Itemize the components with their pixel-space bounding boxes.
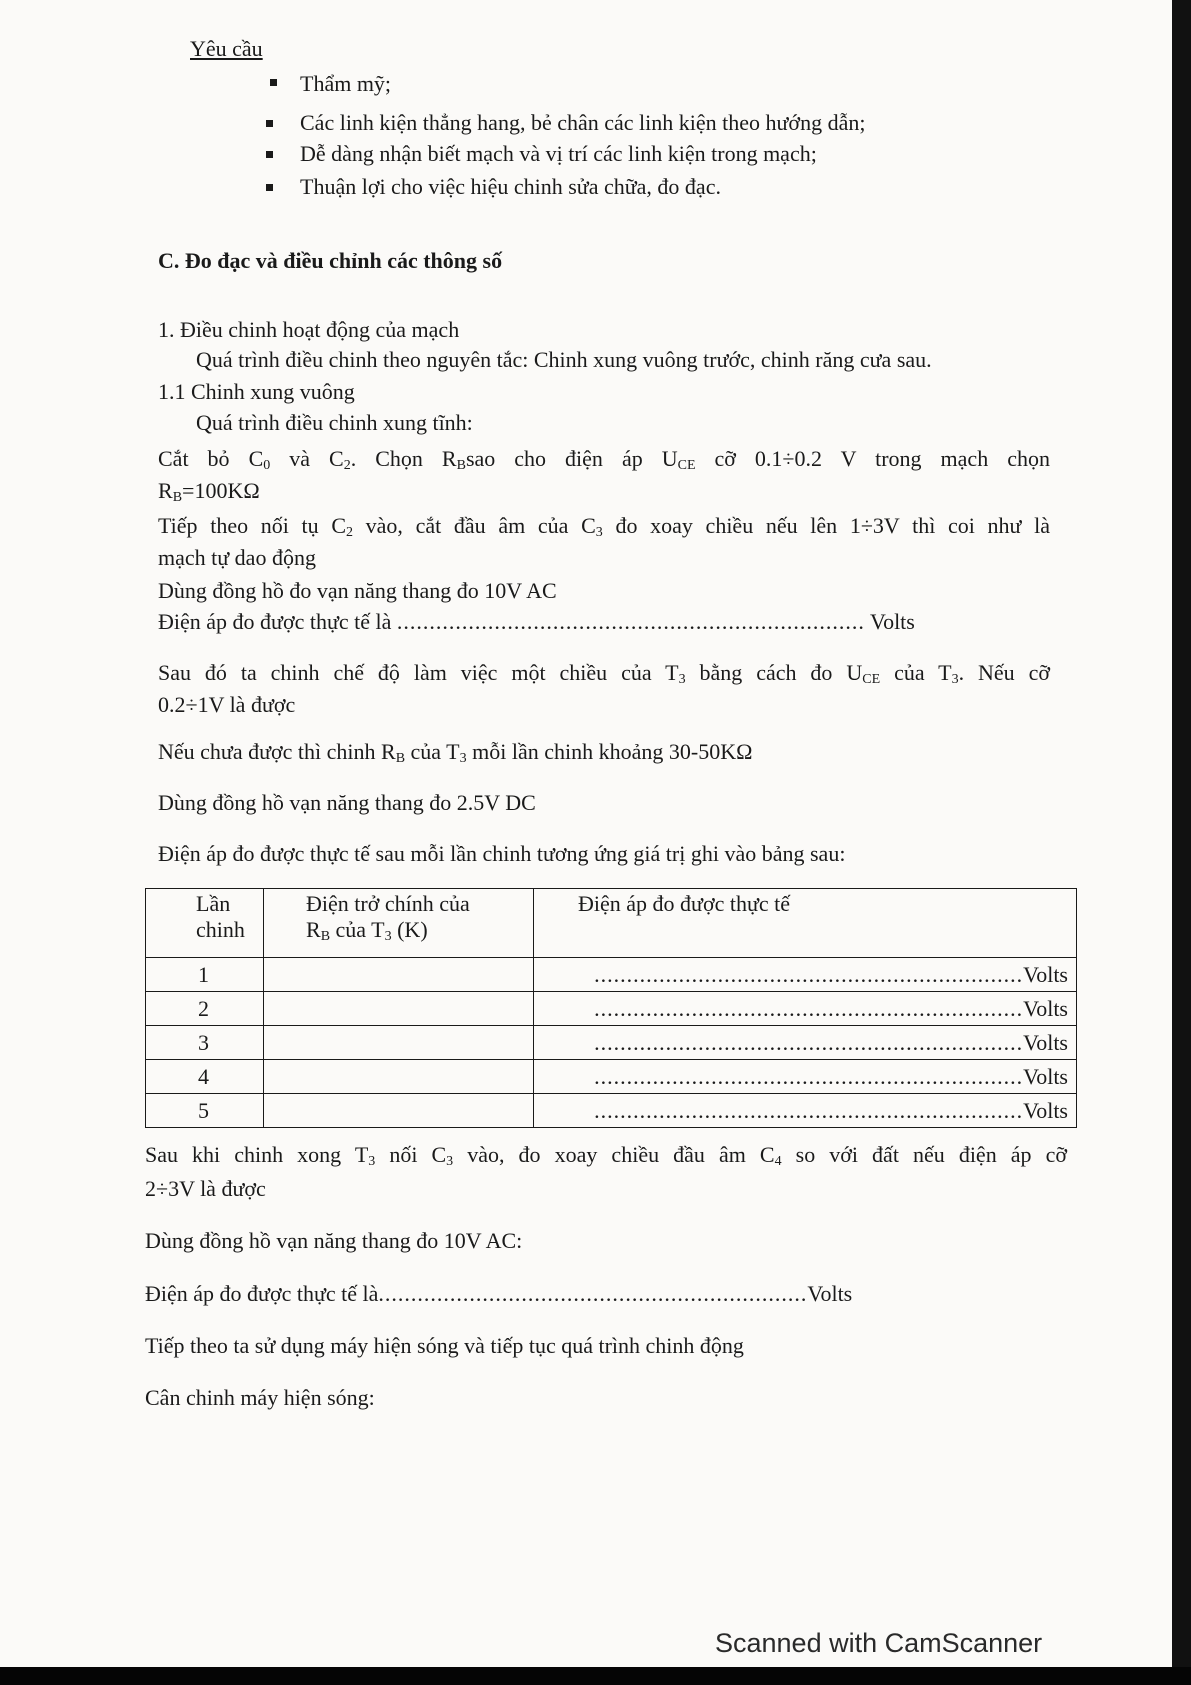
row-number: 3 [146, 1026, 264, 1060]
resistance-cell[interactable] [264, 1094, 534, 1128]
voltage-cell[interactable]: ..................................................................Volts [534, 958, 1077, 992]
bullet-square-icon [270, 79, 277, 86]
table-row [146, 958, 1077, 992]
header-resistance: Điện trở chính của $R_B$ của $T_3$ (K) [264, 889, 534, 958]
voltage-cell[interactable]: ..................................................................Volts [534, 1060, 1077, 1094]
after-range-note: 2÷3V là được [145, 1176, 266, 1201]
resistance-cell[interactable] [264, 1026, 534, 1060]
resistance-cell[interactable] [264, 958, 534, 992]
adjustment-principle: Quá trình điều chinh theo nguyên tắc: Chinh xung vuông trước, chinh răng cưa sau. [196, 347, 932, 372]
voltage-cell[interactable]: ..................................................................Volts [534, 1026, 1077, 1060]
requirement-item: Dễ dàng nhận biết mạch và vị trí các linh kiện trong mạch; [300, 141, 817, 166]
after-adjust-line: Sau khi chinh xong $T_3$ nối $C_3$ vào, đo xoay chiều đầu âm $C_4$ so với đất nếu điện áp cỡ [145, 1142, 1067, 1169]
meter-ac-instruction: Dùng đồng hồ đo vạn năng thang đo 10V AC [158, 578, 557, 603]
row-number: 1 [146, 958, 264, 992]
fill-in-blank[interactable]: .................................................................. [378, 1281, 808, 1306]
subsection-1-title: 1. Điều chinh hoạt động của mạch [158, 317, 460, 342]
measured-voltage-line: Điện áp đo được thực tế là ........................................................................ Volts [158, 609, 915, 634]
bullet-square-icon [266, 120, 273, 127]
requirement-item: Thuận lợi cho việc hiệu chinh sửa chữa, đo đạc. [300, 174, 721, 199]
voltage-cell[interactable]: ..................................................................Volts [534, 992, 1077, 1026]
rb-value: $R_B=100K\Omega$ [158, 478, 260, 505]
connect-c2-line: Tiếp theo nối tụ $C_2$ vào, cắt đầu âm của $C_3$ đo xoay chiều nếu lên 1÷3V thì coi như là [158, 513, 1050, 540]
calibrate-oscilloscope: Cân chinh máy hiện sóng: [145, 1385, 375, 1410]
dc-mode-line: Sau đó ta chinh chế độ làm việc một chiều của $T_3$ bằng cách đo $U_{CE}$ của $T_3$. Nếu cỡ [158, 660, 1050, 687]
table-row [146, 1060, 1077, 1094]
meter-dc-instruction: Dùng đồng hồ vạn năng thang đo 2.5V DC [158, 790, 536, 815]
table-header-row [146, 889, 1077, 958]
resistance-cell[interactable] [264, 1060, 534, 1094]
meter-ac2-instruction: Dùng đồng hồ vạn năng thang đo 10V AC: [145, 1228, 523, 1253]
requirement-item: Thẩm mỹ; [300, 71, 392, 96]
scan-edge-right [1172, 0, 1191, 1685]
requirements-heading: Yêu cầu [190, 36, 263, 61]
oscilloscope-note: Tiếp theo ta sử dụng máy hiện sóng và tiếp tục quá trình chinh động [145, 1333, 744, 1358]
voltage-cell[interactable]: ..................................................................Volts [534, 1094, 1077, 1128]
row-number: 5 [146, 1094, 264, 1128]
header-measured-voltage: Điện áp đo được thực tế [534, 889, 1077, 958]
bullet-square-icon [266, 151, 273, 158]
measured-voltage-line-2: Điện áp đo được thực tế là..................................................................Volts [145, 1281, 853, 1306]
row-number: 2 [146, 992, 264, 1026]
table-row [146, 992, 1077, 1026]
bullet-square-icon [266, 184, 273, 191]
subsection-1-1-title: 1.1 Chinh xung vuông [158, 379, 355, 404]
fill-in-blank[interactable]: ........................................................................ [396, 609, 865, 634]
row-number: 4 [146, 1060, 264, 1094]
camscanner-watermark: Scanned with CamScanner [715, 1628, 1043, 1658]
record-instruction: Điện áp đo được thực tế sau mỗi lần chinh tương ứng giá trị ghi vào bảng sau: [158, 841, 846, 866]
range-ok-note: 0.2÷1V là được [158, 692, 296, 717]
resistance-cell[interactable] [264, 992, 534, 1026]
scan-edge-bottom [0, 1667, 1191, 1685]
table-row [146, 1094, 1077, 1128]
static-adjust-intro: Quá trình điều chinh xung tĩnh: [196, 410, 473, 435]
measurement-table [145, 888, 1077, 1128]
cut-capacitor-line: Cắt bỏ $C_0$ và $C_2$. Chọn $R_Bsao$ cho điện áp $U_{CE}$ cỡ 0.1÷0.2 V trong mạch chọn [158, 446, 1050, 473]
table-row [146, 1026, 1077, 1060]
self-oscillation-note: mạch tự dao động [158, 545, 316, 570]
adjust-rb-line: Nếu chưa được thì chinh $R_B$ của $T_3$ mỗi lần chinh khoảng 30-50KΩ [158, 739, 753, 766]
header-adjust-count: Lần chinh [146, 889, 264, 958]
section-c-title: C. Đo đạc và điều chỉnh các thông số [158, 248, 503, 273]
requirement-item: Các linh kiện thẳng hang, bẻ chân các linh kiện theo hướng dẫn; [300, 110, 866, 135]
